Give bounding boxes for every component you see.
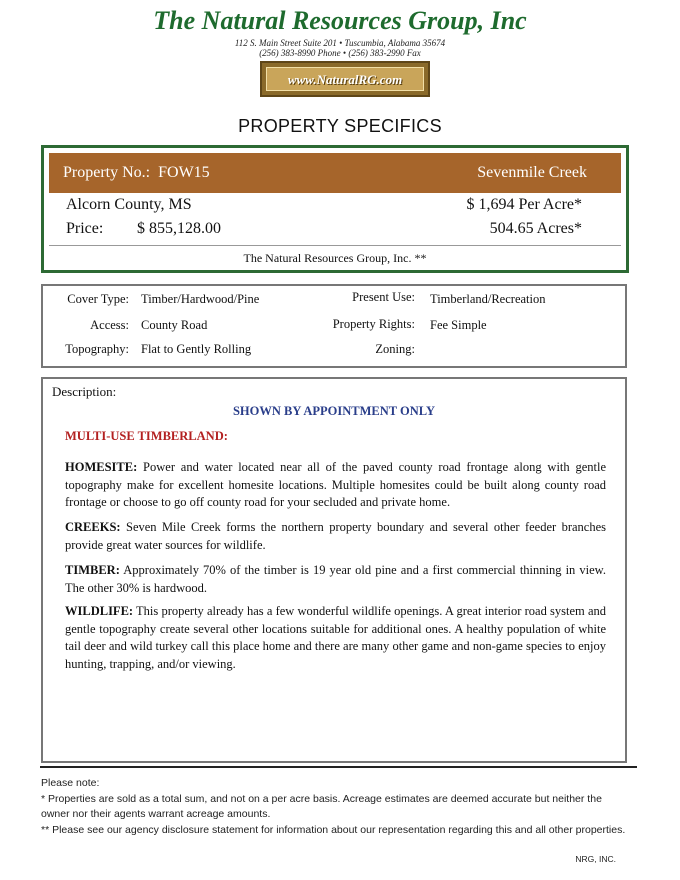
acreage: 504.65 Acres* [489, 220, 582, 237]
price-per-acre: $ 1,694 Per Acre* [466, 196, 582, 213]
creeks-paragraph: CREEKS: Seven Mile Creek forms the northern property boundary and several other feeder branches provide great water sources for wildlife. [65, 520, 606, 552]
price-value: $ 855,128.00 [137, 220, 221, 237]
appointment-notice: SHOWN BY APPOINTMENT ONLY [232, 404, 435, 418]
property-rights-label: Property Rights: [332, 317, 415, 331]
notes-heading: Please note: [41, 777, 100, 789]
property-summary-box [41, 145, 629, 273]
topography-value: Flat to Gently Rolling [141, 342, 252, 356]
property-county: Alcorn County, MS [66, 196, 192, 213]
present-use-label: Present Use: [352, 290, 415, 304]
description-title: Description: [52, 384, 117, 399]
company-phone-fax: (256) 383-8990 Phone • (256) 383-2990 Fax [259, 48, 421, 58]
topography-label: Topography: [65, 342, 129, 356]
access-value: County Road [141, 318, 208, 332]
page-title: PROPERTY SPECIFICS [238, 116, 442, 136]
divider [40, 766, 637, 768]
website-badge[interactable] [260, 61, 430, 97]
timber-paragraph: TIMBER: Approximately 70% of the timber is 19 year old pine and a first commercial thinning in view. The other 30% is hardwood. [65, 563, 606, 595]
wildlife-paragraph: WILDLIFE: This property already has a few wonderful wildlife openings. A great interior road system and gentle topography create several other locations suitable for additional ones. A healthy population of white tail deer and wild turkey call this place home and there are many other game and non-game species to enjoy hunting, trapping, and/or viewing. [65, 604, 606, 671]
company-address: 112 S. Main Street Suite 201 • Tuscumbia, Alabama 35674 [234, 38, 446, 48]
property-details-box [41, 284, 627, 368]
disclosure-note: ** Please see our agency disclosure statement for information about our representation regarding this and all other properties. [41, 823, 626, 836]
price-label: Price: [66, 220, 104, 237]
cover-type-label: Cover Type: [67, 292, 129, 306]
zoning-label: Zoning: [375, 342, 415, 356]
company-name: The Natural Resources Group, Inc [153, 6, 527, 35]
homesite-paragraph: HOMESITE: Power and water located near all of the paved county road frontage along with gentle topography make for excellent homesite locations. Multiple homesites could be built along county road frontage or choose to go off county road for your secluded and private home. [65, 460, 606, 509]
description-box [41, 377, 627, 763]
notes-section [41, 776, 627, 838]
property-rights-value: Fee Simple [430, 318, 487, 332]
website-link[interactable]: www.NaturalRG.com [266, 67, 424, 91]
property-footer: The Natural Resources Group, Inc. ** [49, 245, 621, 270]
acreage-note: * Properties are sold as a total sum, and not on a per acre basis. Acreage estimates are deemed accurate but neither the owner nor their agents warrant acreage amounts. [41, 792, 602, 820]
cover-type-value: Timber/Hardwood/Pine [141, 292, 260, 306]
present-use-value: Timberland/Recreation [430, 292, 546, 306]
property-name: Sevenmile Creek [477, 164, 587, 181]
property-number: Property No.: FOW15 [63, 164, 210, 181]
multi-use-heading: MULTI-USE TIMBERLAND: [65, 429, 228, 443]
access-label: Access: [90, 318, 129, 332]
property-header-bar [49, 153, 621, 193]
footer-signature: NRG, INC. [575, 854, 616, 864]
